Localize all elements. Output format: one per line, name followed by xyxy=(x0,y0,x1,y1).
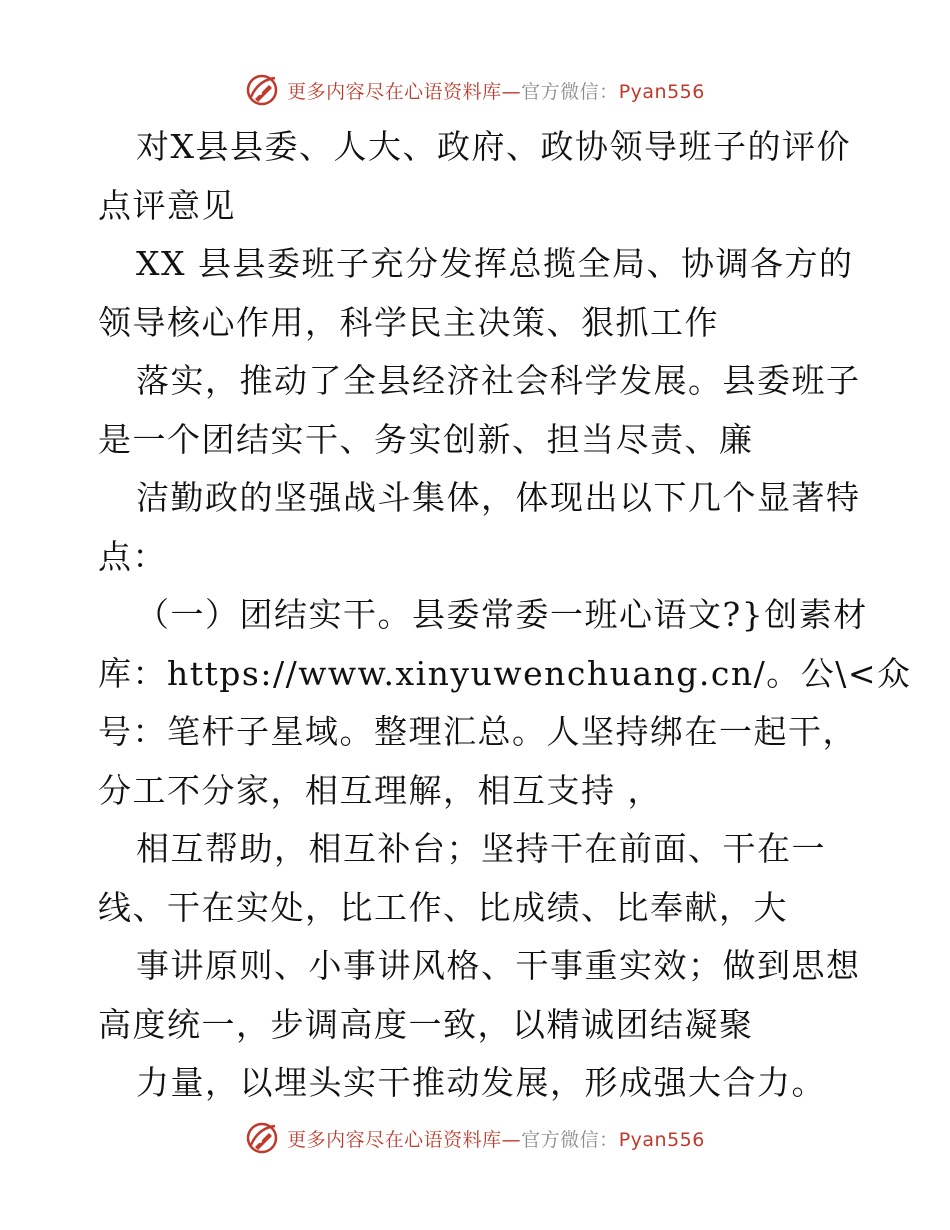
paragraph-line: 力量，以埋头实干推动发展，形成强大合力。 xyxy=(136,1063,826,1102)
paragraph-line: 号：笔杆子星域。整理汇总。人坚持绑在一起干， xyxy=(98,712,857,751)
doc-title-line-1: 对X县县委、人大、政府、政协领导班子的评价 xyxy=(136,127,851,166)
paragraph-line: （一）团结实干。县委常委一班心语文?}创素材 xyxy=(136,595,868,634)
paragraph-line: 洁勤政的坚强战斗集体，体现出以下几个显著特 xyxy=(136,478,861,517)
header-banner xyxy=(0,68,950,112)
pen-logo-icon xyxy=(245,73,279,107)
document-body xyxy=(98,118,912,1113)
paragraph-line: 领导核心作用，科学民主决策、狠抓工作 xyxy=(98,302,719,342)
paragraph-line: 事讲原则、小事讲风格、干事重实效；做到思想 xyxy=(136,946,861,985)
paragraph-line: 库：https://www.xinyuwenchuang.cn/。公\<众 xyxy=(98,653,912,693)
paragraph-line: XX 县县委班子充分发挥总揽全局、协调各方的 xyxy=(136,244,854,283)
banner-text: 更多内容尽在心语资料库—官方微信：Pyan556 xyxy=(287,1128,705,1151)
banner-text: 更多内容尽在心语资料库—官方微信：Pyan556 xyxy=(287,80,705,103)
paragraph-line: 相互帮助，相互补台；坚持干在前面、干在一 xyxy=(136,829,826,868)
paragraph-line: 分工不分家，相互理解，相互支持 ， xyxy=(98,770,662,810)
paragraph-line: 点： xyxy=(98,536,167,576)
doc-title-line-2: 点评意见 xyxy=(98,185,236,225)
paragraph-line: 线、干在实处，比工作、比成绩、比奉献，大 xyxy=(98,887,788,927)
footer-banner xyxy=(0,1116,950,1160)
pen-logo-icon xyxy=(245,1121,279,1155)
paragraph-line: 落实，推动了全县经济社会科学发展。县委班子 xyxy=(136,361,861,400)
paragraph-line: 高度统一，步调高度一致，以精诚团结凝聚 xyxy=(98,1004,754,1044)
paragraph-line: 是一个团结实干、务实创新、担当尽责、廉 xyxy=(98,419,754,459)
